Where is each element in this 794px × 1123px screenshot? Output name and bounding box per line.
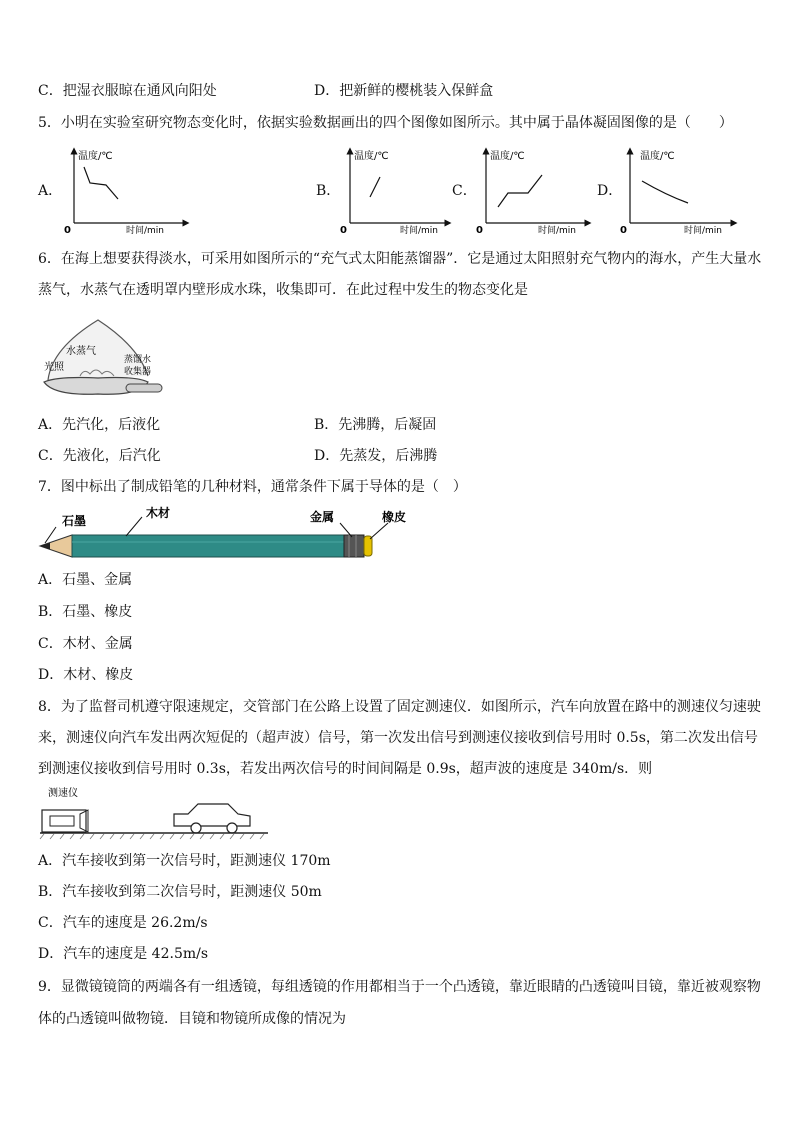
collector-label-1: 蒸馏水 — [124, 355, 152, 365]
q5-graph-d — [616, 145, 738, 235]
q8-question-line1: 8．为了监督司机遵守限速规定，交管部门在公路上设置了固定测速仪．如图所示，汽车向放置在路中的测速仪匀速驶 — [38, 699, 761, 715]
collector-label-2: 收集器 — [124, 367, 152, 377]
speed-camera-box — [42, 810, 86, 832]
origin-label: 0 — [340, 225, 347, 236]
y-axis-label: 温度/℃ — [640, 151, 675, 162]
q5-option-d-label[interactable]: D． — [597, 183, 623, 199]
x-axis-label: 时间/min — [126, 226, 165, 236]
graphite-label: 石墨 — [62, 514, 87, 528]
q6-option-c[interactable]: C．先液化，后汽化 — [38, 448, 161, 464]
q8-option-c[interactable]: C．汽车的速度是 26.2m/s — [38, 915, 208, 931]
metal-label: 金属 — [310, 510, 335, 524]
curve-a — [84, 167, 118, 199]
q5-graph-b — [336, 145, 451, 235]
q5-option-a-label[interactable]: A． — [38, 183, 63, 199]
q7-option-a[interactable]: A．石墨、金属 — [38, 572, 133, 588]
q8-option-a[interactable]: A．汽车接收到第一次信号时，距测速仪 170m — [38, 853, 331, 869]
origin-label: 0 — [64, 225, 71, 236]
q8-option-d[interactable]: D．汽车的速度是 42.5m/s — [38, 946, 209, 962]
graphite-tip — [40, 543, 50, 550]
q7-option-d[interactable]: D．木材、橡皮 — [38, 667, 134, 683]
y-axis-label: 温度/℃ — [78, 151, 113, 162]
sun-label: 光照 — [44, 362, 64, 373]
q7-option-b[interactable]: B．石墨、橡皮 — [38, 604, 133, 620]
q4-option-d[interactable]: D．把新鲜的樱桃装入保鲜盒 — [314, 83, 494, 99]
q7-option-c[interactable]: C．木材、金属 — [38, 636, 133, 652]
pencil-body — [72, 535, 344, 557]
q7-question: 7．图中标出了制成铅笔的几种材料，通常条件下属于导体的是（ ） — [38, 479, 467, 495]
road-hatching — [40, 834, 264, 839]
wood-label: 木材 — [146, 506, 171, 520]
curve-b — [370, 177, 380, 197]
eraser — [364, 536, 372, 556]
q5-graph-c — [472, 145, 592, 235]
q4-option-c[interactable]: C．把湿衣服晾在通风向阳处 — [38, 83, 217, 99]
y-axis-label: 温度/℃ — [490, 151, 525, 162]
q8-question-line3: 到测速仪接收到信号用时 0.3s，若发出两次信号的时间间隔是 0.9s，超声波的速度是 340m/s．则 — [38, 761, 653, 777]
camera-lens — [50, 816, 74, 826]
eraser-pointer — [370, 523, 388, 539]
car-body — [174, 804, 250, 826]
eraser-label: 橡皮 — [382, 510, 407, 524]
q8-option-b[interactable]: B．汽车接收到第二次信号时，距测速仪 50m — [38, 884, 322, 900]
q9-question-line2: 体的凸透镜叫做物镜．目镜和物镜所成像的情况为 — [38, 1011, 346, 1027]
speed-camera-figure — [40, 784, 270, 840]
solar-still-figure — [40, 318, 170, 400]
x-axis-label: 时间/min — [684, 226, 723, 236]
vapor-label: 水蒸气 — [66, 346, 96, 357]
car-wheel-front — [191, 823, 201, 833]
q5-graph-a — [60, 145, 190, 235]
q6-question-line2: 蒸气，水蒸气在透明罩内壁形成水珠，收集即可．在此过程中发生的物态变化是 — [38, 282, 528, 298]
camera-emitter — [80, 810, 88, 832]
y-axis-label: 温度/℃ — [354, 151, 389, 162]
speed-camera-label: 测速仪 — [48, 788, 78, 799]
car-wheel-rear — [227, 823, 237, 833]
origin-label: 0 — [620, 225, 627, 236]
metal-ferrule — [344, 535, 364, 557]
q5-option-b-label[interactable]: B． — [316, 183, 341, 199]
q5-question: 5．小明在实验室研究物态变化时，依据实验数据画出的四个图像如图所示。其中属于晶体凝固图像的是（ ） — [38, 115, 733, 131]
x-axis-label: 时间/min — [400, 226, 439, 236]
q8-question-line2: 来，测速仪向汽车发出两次短促的（超声波）信号，第一次发出信号到测速仪接收到信号用时 0.5s，第二次发出信号 — [38, 730, 758, 746]
x-axis-label: 时间/min — [538, 226, 577, 236]
wood-pointer — [126, 517, 142, 536]
q6-option-a[interactable]: A．先汽化，后液化 — [38, 417, 161, 433]
pencil-figure — [36, 505, 407, 563]
q6-option-b[interactable]: B．先沸腾，后凝固 — [314, 417, 437, 433]
origin-label: 0 — [476, 225, 483, 236]
curve-d — [642, 181, 688, 203]
q9-question-line1: 9．显微镜镜筒的两端各有一组透镜，每组透镜的作用都相当于一个凸透镜，靠近眼睛的凸透镜叫目镜，靠近被观察物 — [38, 979, 761, 995]
q5-option-c-label[interactable]: C． — [452, 183, 477, 199]
q6-question-line1: 6．在海上想要获得淡水，可采用如图所示的“充气式太阳能蒸馏器”．它是通过太阳照射充气物内的海水，产生大量水 — [38, 251, 762, 267]
q6-option-d[interactable]: D．先蒸发，后沸腾 — [314, 448, 438, 464]
collector-tube — [126, 384, 162, 392]
curve-c — [498, 175, 542, 207]
